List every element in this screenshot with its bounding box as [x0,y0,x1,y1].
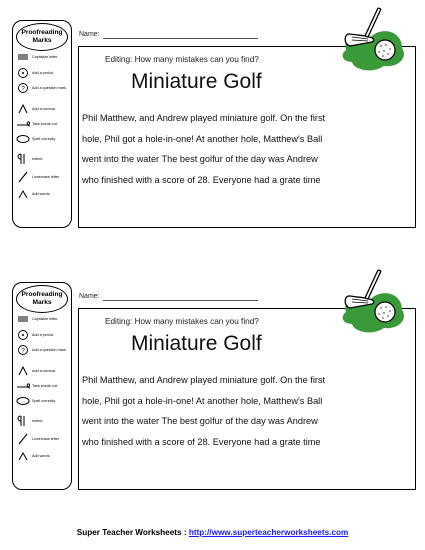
passage-line: went into the water The best golfur of the day was Andrew [82,416,318,426]
proofreading-mark-row [16,449,70,463]
marks-title-line-2: Marks [32,37,52,44]
proofreading-marks-panel [12,282,72,490]
proofreading-mark-row [16,170,70,184]
proofreading-marks-panel [12,20,72,228]
take-words-out-icon [16,118,31,130]
worksheet-title: Miniature Golf [131,332,262,355]
name-line [103,38,258,39]
proofreading-mark-row [16,152,70,166]
proofreading-marks-title [16,285,68,313]
golf-club-and-ball-icon [332,268,412,338]
proofreading-mark-label: Capitalize letter. [32,317,59,321]
add-words-icon [16,450,31,462]
proofreading-mark-label: Indent. [32,157,44,161]
proofreading-mark-row [16,432,70,446]
worksheet-2 [0,262,425,522]
proofreading-mark-label: Spell correctly. [32,399,56,403]
proofreading-mark-label: Add words. [32,192,51,196]
name-label: Name: [79,293,100,300]
passage-line: went into the water The best golfur of the day was Andrew [82,154,318,164]
proofreading-mark-label: Lowercase letter. [32,437,60,441]
add-question-mark-icon [16,82,31,94]
proofreading-mark-label: Lowercase letter. [32,175,60,179]
indent-icon [16,153,31,165]
footer [0,528,425,537]
proofreading-mark-label: Add a question mark. [32,86,67,90]
proofreading-mark-row [16,394,70,408]
golf-club-and-ball-icon [332,6,412,76]
worksheet-title: Miniature Golf [131,70,262,93]
spell-correctly-icon [16,395,31,407]
passage-line: hole, Phil got a hole-in-one! At another hole, Matthew's Ball [82,395,323,406]
instruction-text: Editing: How many mistakes can you find? [105,55,259,64]
instruction-text: Editing: How many mistakes can you find? [105,317,259,326]
proofreading-marks-title [16,23,68,51]
capitalize-icon [16,313,31,325]
proofreading-mark-row [16,414,70,428]
add-period-icon [16,67,31,79]
proofreading-mark-row [16,364,70,378]
passage-line: who finished with a score of 28. Everyone had a grate time [82,436,321,447]
svg-text:?: ? [21,85,25,93]
passage-line: who finished with a score of 28. Everyone had a grate time [82,174,321,185]
proofreading-mark-row [16,117,70,131]
proofreading-mark-row [16,312,70,326]
add-period-icon [16,329,31,341]
proofreading-mark-label: Capitalize letter. [32,55,59,59]
passage-line: Phil Matthew, and Andrew played miniature golf. On the first [82,113,326,123]
proofreading-mark-row [16,132,70,146]
proofreading-mark-row [16,379,70,393]
add-words-icon [16,188,31,200]
proofreading-mark-label: Take words out. [32,384,58,388]
add-question-mark-icon [16,344,31,356]
proofreading-mark-label: Add a comma. [32,369,56,373]
marks-title-line-2: Marks [32,299,52,306]
add-comma-icon [16,103,31,115]
proofreading-mark-row [16,102,70,116]
proofreading-mark-label: Add a period. [32,333,54,337]
name-label: Name: [79,31,100,38]
proofreading-mark-row [16,343,70,357]
passage-line: Phil Matthew, and Andrew played miniature golf. On the first [82,375,326,385]
lowercase-icon [16,433,31,445]
marks-title-line-1: Proofreading [21,29,63,36]
proofreading-mark-row [16,81,70,95]
indent-icon [16,415,31,427]
worksheet-1 [0,0,425,260]
proofreading-mark-label: Indent. [32,419,44,423]
passage-line: hole, Phil got a hole-in-one! At another hole, Matthew's Ball [82,133,323,144]
lowercase-icon [16,171,31,183]
proofreading-mark-label: Add a period. [32,71,54,75]
take-words-out-icon [16,380,31,392]
name-line [103,300,258,301]
proofreading-mark-label: Spell correctly. [32,137,56,141]
proofreading-mark-row [16,187,70,201]
passage [82,108,408,190]
proofreading-mark-label: Add a question mark. [32,348,67,352]
proofreading-mark-label: Take words out. [32,122,58,126]
footer-link[interactable]: http://www.superteacherworksheets.com [188,528,349,537]
passage [82,370,408,452]
svg-text:?: ? [21,347,25,355]
proofreading-mark-row [16,50,70,64]
footer-text: Super Teacher Worksheets : [76,528,189,537]
marks-title-line-1: Proofreading [21,291,63,298]
proofreading-mark-row [16,328,70,342]
add-comma-icon [16,365,31,377]
proofreading-mark-row [16,66,70,80]
proofreading-mark-label: Add a comma. [32,107,56,111]
spell-correctly-icon [16,133,31,145]
capitalize-icon [16,51,31,63]
proofreading-mark-label: Add words. [32,454,51,458]
